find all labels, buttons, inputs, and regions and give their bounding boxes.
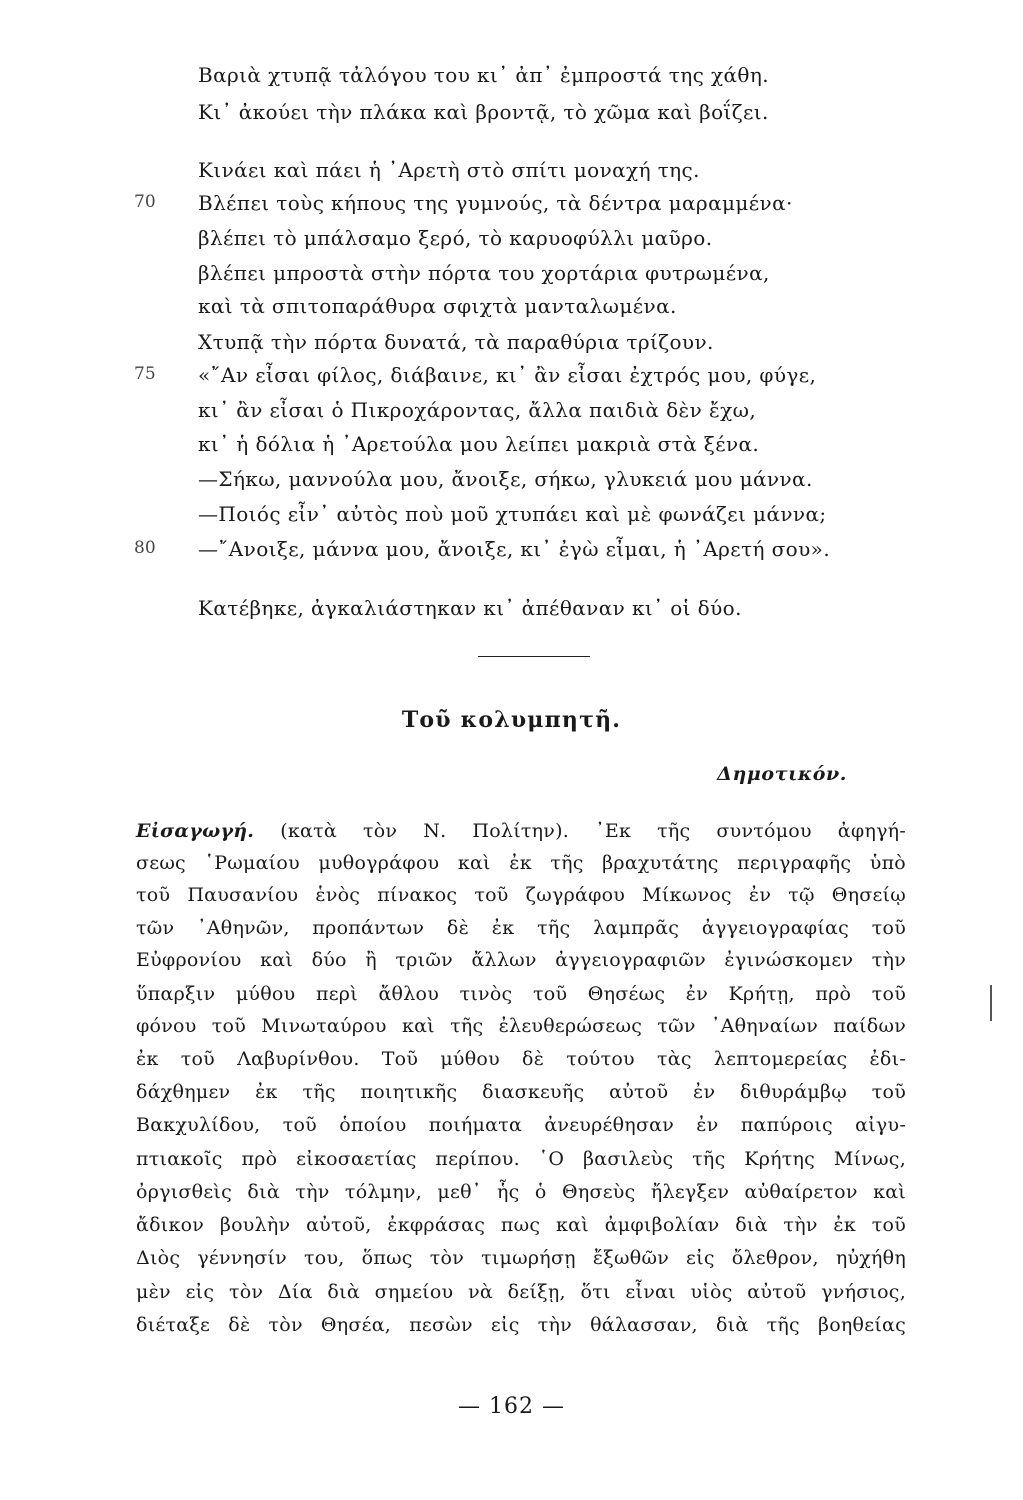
prose-text: (κατὰ τὸν Ν. Πολίτην). ᾿Εκ τῆς συντόμου ἀφηγή- (280, 820, 906, 842)
verse-line: Βλέπει τοὺς κήπους της γυμνούς, τὰ δέντρα μαραμμένα· (198, 191, 793, 215)
verse-line: Βαριὰ χτυπᾷ τἀλόγου του κι᾿ ἀπ᾿ ἐμπροστά της χάθη. (198, 63, 770, 87)
verse-line: «῎Αν εἶσαι φίλος, διάβαινε, κι᾿ ἂν εἶσαι ἐχτρός μου, φύγε, (198, 363, 817, 387)
line-number: 70 (134, 192, 156, 212)
margin-mark (990, 985, 992, 1021)
verse-line: Χτυπᾷ τὴν πόρτα δυνατά, τὰ παραθύρια τρίζουν. (198, 330, 714, 354)
intro-label: Εἰσαγωγή. (136, 820, 255, 842)
prose-line: Εὐφρονίου καὶ δύο ἢ τριῶν ἄλλων ἀγγειογραφιῶν ἐγινώσκομεν τὴν (136, 949, 906, 971)
prose-line: διέταξε δὲ τὸν Θησέα, πεσὼν εἰς τὴν θάλασσαν, διὰ τῆς βοηθείας (136, 1314, 906, 1336)
verse-line: —῎Ανοιξε, μάννα μου, ἄνοιξε, κι᾿ ἐγὼ εἶμαι, ἡ ᾿Αρετή σου». (198, 537, 831, 561)
prose-line: τῶν ᾿Αθηνῶν, προπάντων δὲ ἐκ τῆς λαμπρᾶς ἀγγειογραφίας τοῦ (136, 917, 906, 939)
prose-line: ἐκ τοῦ Λαβυρίνθου. Τοῦ μύθου δὲ τούτου τὰς λεπτομερείας ἐδι- (136, 1048, 906, 1070)
section-divider (478, 656, 590, 657)
verse-line: —Σήκω, μαννούλα μου, ἄνοιξε, σήκω, γλυκειά μου μάννα. (198, 467, 813, 491)
prose-line: Διὸς γέννησίν του, ὅπως τὸν τιμωρήσῃ ἔξωθῶν εἰς ὄλεθρον, ηὐχήθη (136, 1247, 906, 1269)
verse-line: καὶ τὰ σπιτοπαράθυρα σφιχτὰ μανταλωμένα. (198, 294, 677, 318)
prose-line: ὀργισθεὶς διὰ τὴν τόλμην, μεθ᾿ ἧς ὁ Θησεὺς ἤλεγξεν αὐθαίρετον καὶ (136, 1181, 906, 1203)
prose-line: σεως ῾Ρωμαίου μυθογράφου καὶ ἐκ τῆς βραχυτάτης περιγραφῆς ὑπὸ (136, 852, 906, 874)
verse-line: Κατέβηκε, ἀγκαλιάστηκαν κι᾿ ἀπέθαναν κι᾿ οἱ δύο. (198, 596, 742, 620)
verse-line: κι᾿ ἡ δόλια ἡ ᾿Αρετούλα μου λείπει μακριὰ στὰ ξένα. (198, 432, 760, 456)
page-number: — 162 — (458, 1394, 565, 1419)
prose-line: ὕπαρξιν μύθου περὶ ἄθλου τινὸς τοῦ Θησέως ἐν Κρήτῃ, πρὸ τοῦ (136, 983, 906, 1005)
verse-line: βλέπει μπροστὰ στὴν πόρτα του χορτάρια φυτρωμένα, (198, 261, 770, 285)
line-number: 80 (134, 538, 156, 558)
prose-line: ἄδικον βουλὴν αὐτοῦ, ἐκφράσας πως καὶ ἀμφιβολίαν διὰ τὴν ἐκ τοῦ (136, 1214, 906, 1236)
verse-line: Κινάει καὶ πάει ἡ ᾿Αρετὴ στὸ σπίτι μοναχή της. (198, 158, 700, 182)
verse-line: Κι᾿ ἀκούει τὴν πλάκα καὶ βροντᾷ, τὸ χῶμα καὶ βοΐζει. (198, 100, 769, 124)
verse-line: —Ποιός εἶν᾿ αὐτὸς ποὺ μοῦ χτυπάει καὶ μὲ φωνάζει μάννα; (198, 502, 827, 526)
prose-line: δάχθημεν ἐκ τῆς ποιητικῆς διασκευῆς αὐτοῦ ἐν διθυράμβῳ τοῦ (136, 1081, 906, 1103)
verse-line: βλέπει τὸ μπάλσαμο ξερό, τὸ καρυοφύλλι μαῦρο. (198, 226, 713, 250)
line-number: 75 (134, 364, 156, 384)
prose-line: πτιακοῖς πρὸ εἰκοσαετίας περίπου. ῾Ο βασιλεὺς τῆς Κρήτης Μίνως, (136, 1148, 906, 1170)
prose-line: τοῦ Παυσανίου ἑνὸς πίνακος τοῦ ζωγράφου Μίκωνος ἐν τῷ Θησείῳ (136, 884, 906, 906)
verse-line: κι᾿ ἂν εἶσαι ὁ Πικροχάροντας, ἄλλα παιδιὰ δὲν ἔχω, (198, 398, 757, 422)
section-title: Τοῦ κολυμπητῆ. (401, 707, 622, 733)
genre-label: Δημοτικόν. (717, 763, 847, 785)
prose-line: μὲν εἰς τὸν Δία διὰ σημείου νὰ δείξῃ, ὅτι εἶναι υἱὸς αὐτοῦ γνήσιος, (136, 1281, 906, 1303)
prose-line (136, 822, 906, 841)
prose-line: φόνου τοῦ Μινωταύρου καὶ τῆς ἐλευθερώσεως τῶν ᾿Αθηναίων παίδων (136, 1015, 906, 1037)
prose-line: Βακχυλίδου, τοῦ ὁποίου ποιήματα ἀνευρέθησαν ἐν παπύροις αἰγυ- (136, 1114, 906, 1136)
